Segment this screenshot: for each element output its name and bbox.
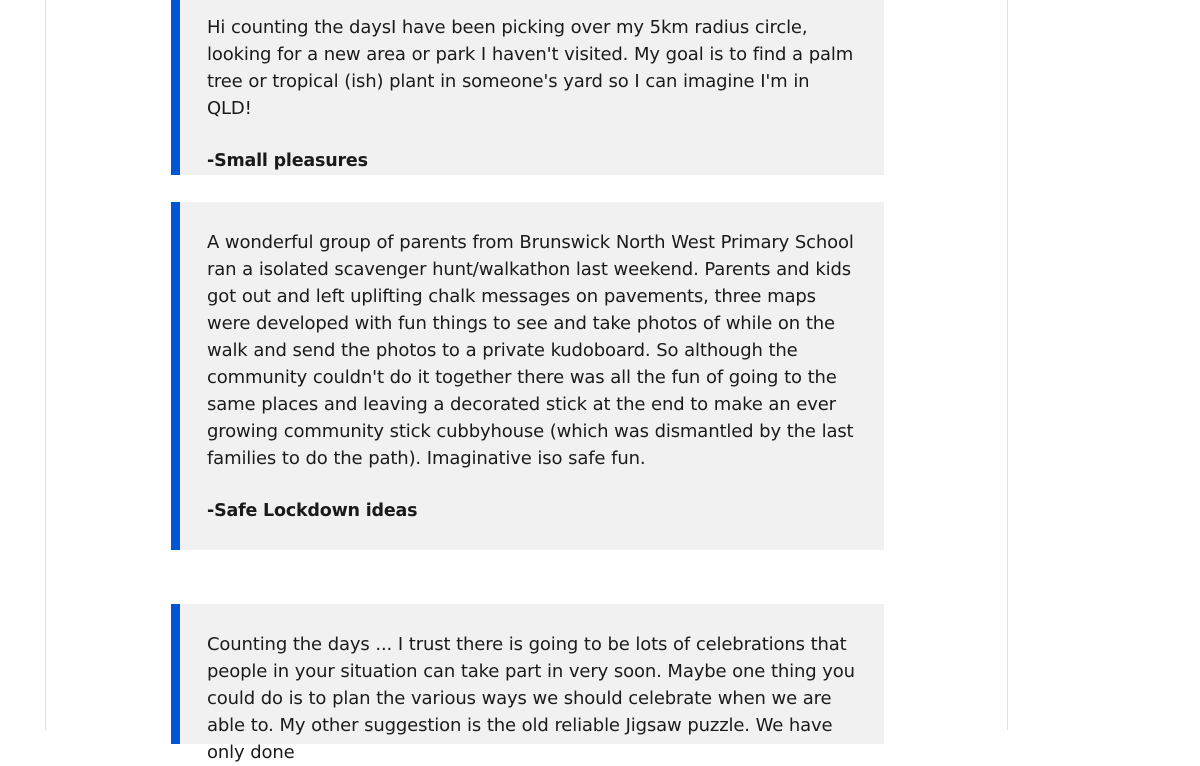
comment-signature: -Small pleasures [207,151,368,171]
comment-body: Counting the days ... I trust there is going to be lots of celebrations that people in your situation can take part in very soon. Maybe one thing you could do is to plan the various ways we should celebrate when we are able to. My other suggestion is the old reliable Jigsaw puzzle. We have only done [207,634,855,763]
reader-comment-quote [171,604,884,763]
comment-body: A wonderful group of parents from Brunswick North West Primary School ran a isolated scavenger hunt/walkathon last weekend. Parents and kids got out and left uplifting chalk messages on pavements, three maps were developed with fun things to see and take photos of while on the walk and send the photos to a private kudoboard. So although the community couldn't do it together there was all the fun of going to the same places and leaving a decorated stick at the end to make an ever growing community stick cubbyhouse (which was dismantled by the last families to do the path). Imaginative iso safe fun. [207,232,854,469]
comment-body: Hi counting the daysI have been picking over my 5km radius circle, looking for a new area or park I haven't visited. My goal is to find a palm tree or tropical (ish) plant in someone's yard so I can imagine I'm in QLD! [207,17,854,119]
reader-comment-quote [171,0,884,175]
article-column [45,0,1008,763]
comment-signature: -Safe Lockdown ideas [207,501,418,521]
reader-comment-quote [171,202,884,550]
